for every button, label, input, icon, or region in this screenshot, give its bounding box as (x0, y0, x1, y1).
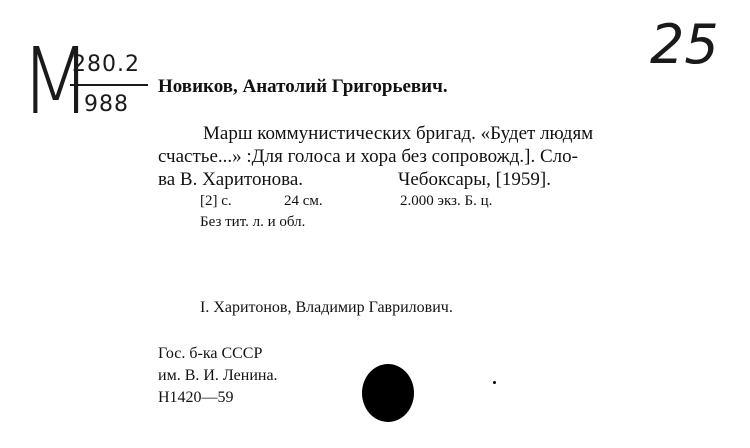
library-name: Гос. б-ка СССР (158, 345, 263, 362)
shelf-mark-divider (70, 84, 148, 86)
entry-line-3: ва В. Харитонова. (158, 169, 304, 190)
entry-note: Без тит. л. и обл. (200, 214, 306, 230)
ink-dot (493, 381, 496, 384)
entry-imprint: Чебоксары, [1959]. (398, 169, 551, 190)
card-number: Н1420—59 (158, 389, 234, 406)
entry-line-2: счастье...» :Для голоса и хора без сопровожд.]. Сло- (158, 146, 578, 167)
corner-number: 25 (650, 13, 719, 76)
entry-pages: [2] с. (200, 193, 232, 209)
tracing-entry: I. Харитонов, Владимир Гаврилович. (200, 299, 453, 316)
punch-hole (362, 364, 414, 422)
entry-copies: 2.000 экз. Б. ц. (400, 193, 493, 209)
author-heading: Новиков, Анатолий Григорьевич. (158, 76, 448, 97)
shelf-mark-top: 280.2 (72, 52, 140, 77)
shelf-mark-bottom: 988 (84, 92, 129, 117)
entry-size: 24 см. (284, 193, 323, 209)
shelf-mark-letter: M (20, 28, 92, 135)
library-name-2: им. В. И. Ленина. (158, 367, 278, 384)
entry-line-1: Марш коммунистических бригад. «Будет людям (203, 123, 594, 144)
